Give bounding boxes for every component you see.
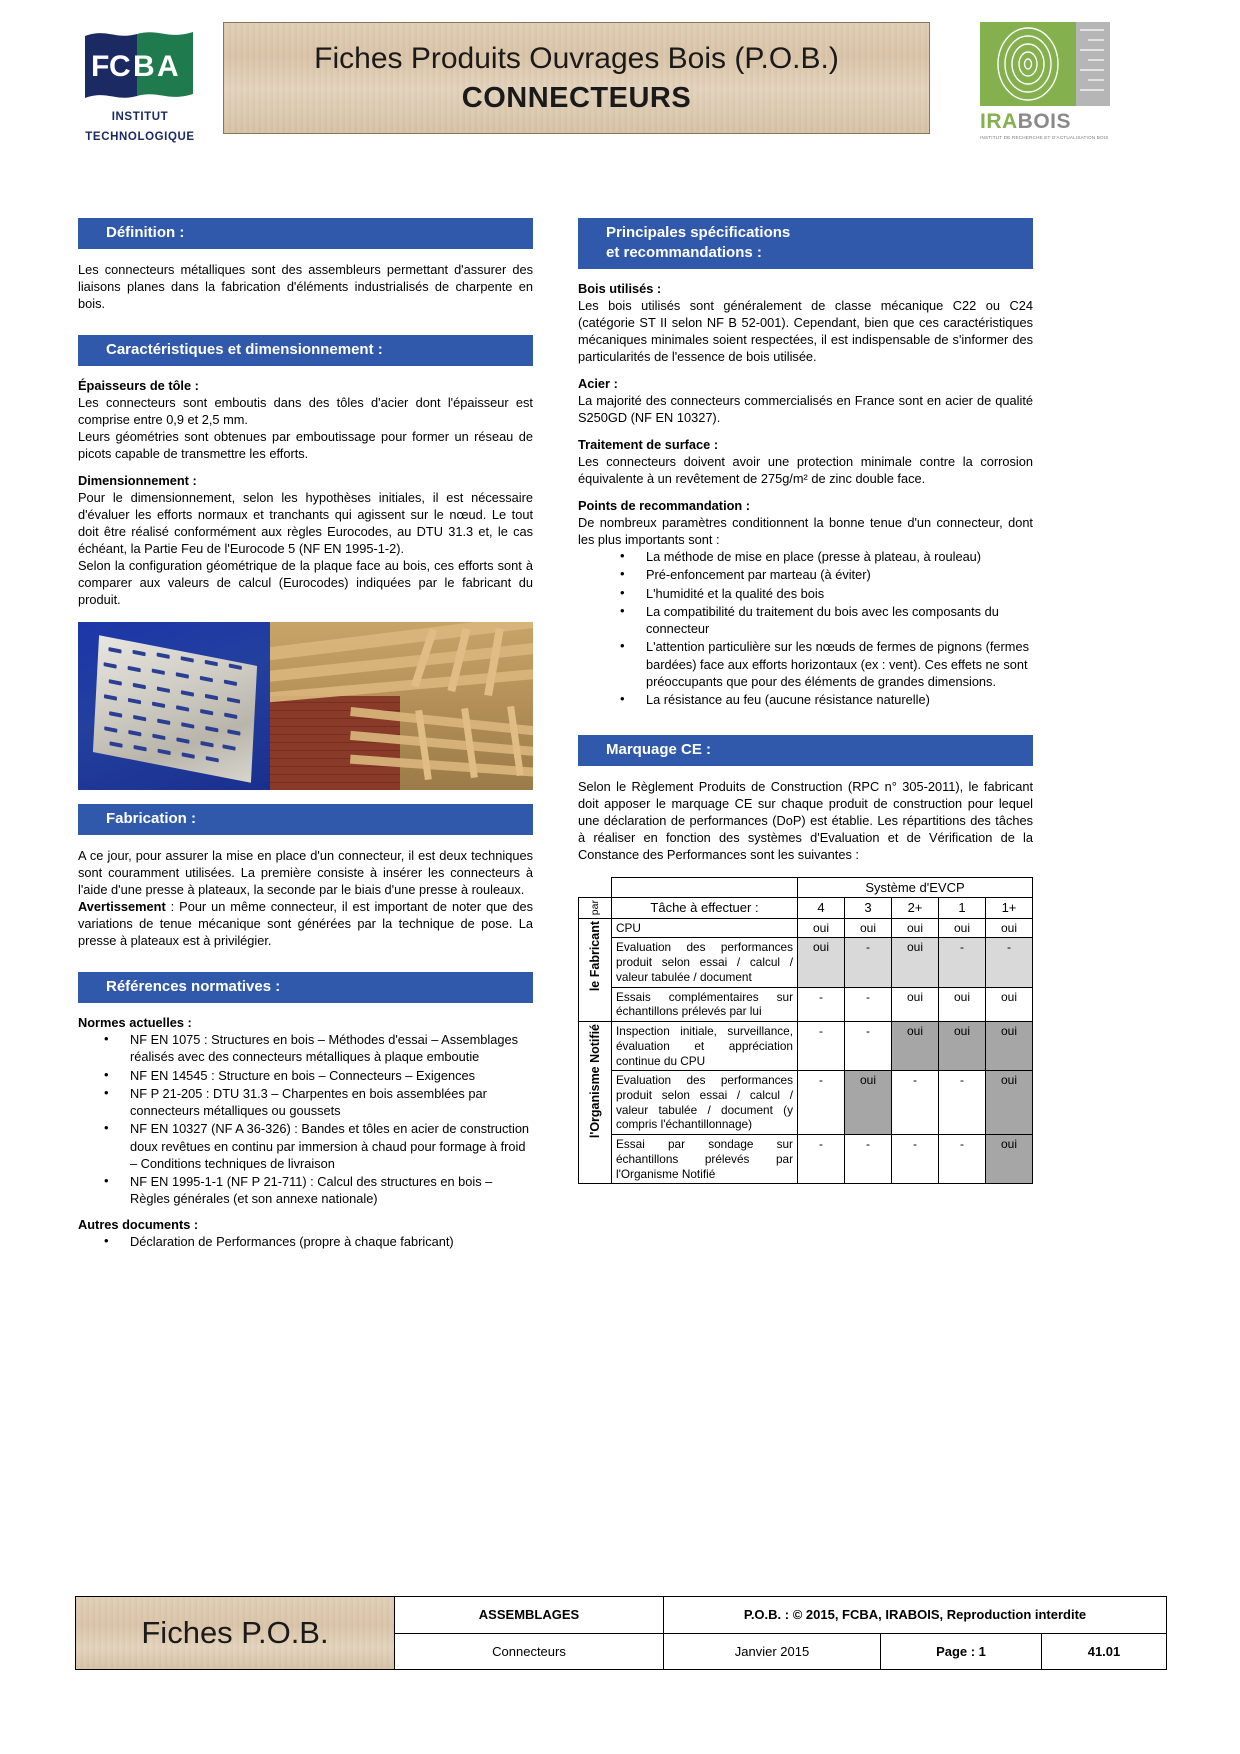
table-cell-value: - (798, 987, 845, 1021)
timber-roof-truss-photo (270, 622, 533, 790)
table-row (579, 938, 1033, 987)
fabrication-warning-text: : Pour un même connecteur, il est important de noter que des variations de tenue mécanique sont générées par la technique de pose. La presse à plateaux est à privilégier. (78, 899, 533, 949)
table-row (579, 878, 1033, 898)
spacer (78, 323, 533, 335)
footer-brand-text: Fiches P.O.B. (141, 1615, 329, 1650)
acier-text: La majorité des connecteurs commercialisés en France sont en acier de qualité S250GD (NF EN 10327). (578, 392, 1033, 425)
subheading-autres-documents: Autres documents : (78, 1216, 199, 1232)
table-row (579, 1022, 1033, 1071)
section-heading-references: Références normatives : (78, 972, 533, 1003)
subheading-normes-actuelles: Normes actuelles : (78, 1015, 192, 1031)
page-footer (75, 1596, 1167, 1670)
table-cell-value: oui (939, 987, 986, 1021)
subheading-epaisseurs: Épaisseurs de tôle : (78, 377, 199, 393)
spacer (78, 1209, 533, 1217)
footer-info (395, 1597, 1166, 1669)
dimensionnement-text-2: Selon la configuration géométrique de la plaque face au bois, ces efforts sont à comparer aux valeurs de calcul (Eurocodes) indiquées par le fabricant du produit. (78, 558, 533, 608)
table-cell-value: oui (986, 918, 1033, 938)
table-cell-value: - (892, 1071, 939, 1135)
left-column (78, 218, 533, 1251)
subheading-traitement-surface: Traitement de surface : (578, 436, 719, 452)
list-item: • La compatibilité du traitement du bois avec les composants du connecteur (578, 603, 1033, 638)
footer-copyright: P.O.B. : © 2015, FCBA, IRABOIS, Reproduction interdite (743, 1607, 1087, 1623)
specifications-heading-line2: et recommandations : (606, 243, 762, 261)
evcp-table (578, 877, 1033, 1184)
table-cell-value: - (845, 938, 892, 987)
section-heading-definition: Définition : (78, 218, 533, 249)
table-cell-value: - (798, 1022, 845, 1071)
irabois-name-part1: IRA (980, 110, 1018, 133)
table-cell-value: oui (798, 938, 845, 987)
table-cell-value: oui (892, 987, 939, 1021)
section-heading-fabrication: Fabrication : (78, 804, 533, 835)
table-cell-value: - (798, 1135, 845, 1184)
list-item: • NF EN 14545 : Structure en bois – Connecteurs – Exigences (78, 1067, 533, 1084)
page-header (75, 22, 1165, 144)
list-item: • L'attention particulière sur les nœuds de fermes de pignons (fermes bardées) face aux efforts horizontaux (ex : vent). Ces effets ne sont préoccupants que pour des éléments de grandes dimensions. (578, 638, 1033, 690)
marquage-ce-text: Selon le Règlement Produits de Construction (RPC n° 305-2011), le fabricant doit apposer le marquage CE sur chaque produit de construction pour lequel une déclaration de performances (DoP) est établie. Les répartitions des tâches à réaliser en fonction des systèmes d'Evaluation et de Vérification de la Constance des Performances sont les suivantes : (578, 779, 1033, 863)
table-cell-value: oui (892, 918, 939, 938)
list-item: • L'humidité et la qualité des bois (578, 585, 1033, 602)
list-item: • Pré-enfoncement par marteau (à éviter) (578, 566, 1033, 583)
epaisseurs-text-1: Les connecteurs sont emboutis dans des tôles d'acier dont l'épaisseur est comprise entre 0,9 et 2,5 mm. (78, 394, 533, 427)
fabrication-warning-label: Avertissement (78, 899, 166, 915)
fcba-caption-line2: TECHNOLOGIQUE (85, 130, 195, 143)
fcba-caption-line1: INSTITUT (111, 111, 169, 123)
table-cell-value: - (845, 1135, 892, 1184)
table-group-fabricant: le Fabricant (579, 918, 612, 1021)
irabois-logo-mark (980, 22, 1110, 106)
svg-text:B: B (133, 50, 155, 83)
table-cell-value: - (939, 1071, 986, 1135)
table-header-col-4: 4 (798, 898, 845, 918)
table-group-organisme: l'Organisme Notifié (579, 1022, 612, 1184)
table-header-par: par (579, 898, 612, 918)
footer-row-top (395, 1597, 1166, 1634)
section-heading-marquage-ce: Marquage CE : (578, 735, 1033, 766)
svg-text:C: C (109, 50, 131, 83)
table-cell-value: oui (892, 1022, 939, 1071)
title-banner (223, 22, 930, 134)
table-header-col-1: 1 (939, 898, 986, 918)
table-header-col-3: 3 (845, 898, 892, 918)
table-cell-task: CPU (612, 918, 798, 938)
epaisseurs-text-2: Leurs géométries sont obtenues par emboutissage pour former un réseau de picots capable de transmettre les efforts. (78, 428, 533, 461)
subheading-points-recommandation: Points de recommandation : (578, 498, 751, 513)
dimensionnement-text-1: Pour le dimensionnement, selon les hypothèses initiales, il est nécessaire d'évaluer les efforts normaux et tranchants qui agissent sur le nœud. Le tout doit être réalisé conformément aux règles Eurocodes, au DTU 31.3 et, le cas échéant, la Partie Feu de l'Eurocode 5 (NF EN 1995-1-2). (78, 489, 533, 557)
irabois-name-part2: BOIS (1017, 110, 1072, 133)
subheading-dimensionnement: Dimensionnement : (78, 472, 197, 488)
list-item: • NF EN 10327 (NF A 36-326) : Bandes et tôles en acier de construction doux revêtues en continu par immersion à chaud pour formage à froid – Conditions techniques de livraison (78, 1120, 533, 1172)
table-row (579, 1071, 1033, 1135)
autres-documents-list (78, 1233, 533, 1250)
footer-assemblages: ASSEMBLAGES (395, 1597, 664, 1633)
spacer (578, 709, 1033, 735)
fabrication-text-1: A ce jour, pour assurer la mise en place d'un connecteur, il est deux techniques sont couramment utilisées. La première consiste à insérer les connecteurs à l'aide d'une presse à plateaux, la seconde par le biais d'une presse à rouleaux. (78, 848, 533, 898)
table-cell-value: oui (939, 1022, 986, 1071)
fcba-logo (75, 30, 205, 148)
section-heading-caracteristiques: Caractéristiques et dimensionnement : (78, 335, 533, 366)
list-item: • La résistance au feu (aucune résistance naturelle) (578, 691, 1033, 708)
right-column (578, 218, 1033, 1184)
footer-page-number: Page : 1 (881, 1634, 1042, 1670)
fcba-logo-mark (81, 30, 199, 102)
table-cell-value: oui (986, 1022, 1033, 1071)
list-item: • NF P 21-205 : DTU 31.3 – Charpentes en bois assemblées par connecteurs métalliques ou goussets (78, 1085, 533, 1120)
table-cell-task: Essai par sondage sur échantillons prélevés par l'Organisme Notifié (612, 1135, 798, 1184)
table-row (579, 898, 1033, 918)
table-cell-value: oui (798, 918, 845, 938)
section-heading-specifications (578, 218, 1033, 269)
subheading-bois-utilises: Bois utilisés : (578, 280, 662, 296)
wood-rings-icon (980, 22, 1110, 106)
bois-utilises-text: Les bois utilisés sont généralement de classe mécanique C22 ou C24 (catégorie ST II selon NF B 52-001). Cependant, bien que ces caractéristiques mécaniques minimales soient respectées, il est indispensable de s'informer des particularités de l'essence de bois utilisée. (578, 297, 1033, 364)
table-row (579, 1135, 1033, 1184)
table-cell-value: oui (986, 987, 1033, 1021)
photo-pair (78, 622, 533, 790)
svg-text:F: F (91, 50, 110, 83)
irabois-logo (980, 22, 1110, 147)
table-cell-value: - (798, 1071, 845, 1135)
spacer (78, 960, 533, 972)
list-item: • NF EN 1995-1-1 (NF P 21-711) : Calcul des structures en bois – Règles générales (et son annexe nationale) (78, 1173, 533, 1208)
table-cell-value: oui (892, 938, 939, 987)
table-cell-value: - (939, 1135, 986, 1184)
spacer (78, 792, 533, 804)
table-cell-value: oui (986, 1135, 1033, 1184)
table-cell-value: - (845, 1022, 892, 1071)
footer-date: Janvier 2015 (664, 1634, 881, 1670)
document-subtitle: CONNECTEURS (461, 81, 692, 114)
table-cell-task: Evaluation des performances produit selon essai / calcul / valeur tabulée / document (y compris l'échantillonnage) (612, 1071, 798, 1135)
definition-text: Les connecteurs métalliques sont des assembleurs permettant d'assurer des liaisons planes dans la fabrication d'éléments industrialisés de charpente en bois. (78, 261, 533, 311)
footer-brand (76, 1597, 395, 1669)
footer-reference: 41.01 (1087, 1643, 1121, 1659)
table-cell-value: oui (939, 918, 986, 938)
table-cell-value: - (939, 938, 986, 987)
normes-list (78, 1031, 533, 1208)
connector-plate-shape (93, 635, 257, 783)
table-header-task: Tâche à effectuer : (612, 898, 798, 918)
table-cell-task: Evaluation des performances produit selon essai / calcul / valeur tabulée / document (612, 938, 798, 987)
fabrication-warning (78, 898, 533, 949)
table-cell-value: - (986, 938, 1033, 987)
list-item: • Déclaration de Performances (propre à chaque fabricant) (78, 1233, 533, 1250)
points-recommandation-intro: De nombreux paramètres conditionnent la bonne tenue d'un connecteur, dont les plus importants sont : (578, 515, 1033, 548)
fcba-caption (75, 108, 205, 147)
fcba-flag-icon (81, 30, 199, 102)
footer-row-bottom (395, 1634, 1166, 1670)
table-cell-value: oui (845, 918, 892, 938)
table-header-col-1plus: 1+ (986, 898, 1033, 918)
irabois-tagline: INSTITUT DE RECHERCHE ET D'ACTUALISATION BOIS (980, 135, 1109, 140)
connector-plate-photo (78, 622, 270, 790)
irabois-wordmark (980, 110, 1110, 134)
table-row (579, 918, 1033, 938)
table-row (579, 987, 1033, 1021)
table-header-system: Système d'EVCP (798, 878, 1033, 898)
table-cell-value: - (845, 987, 892, 1021)
table-cell-value: oui (845, 1071, 892, 1135)
table-cell-task: Essais complémentaires sur échantillons prélevés par lui (612, 987, 798, 1021)
footer-product: Connecteurs (395, 1634, 664, 1670)
table-cell-task: Inspection initiale, surveillance, évaluation et appréciation continue du CPU (612, 1022, 798, 1071)
traitement-surface-text: Les connecteurs doivent avoir une protection minimale contre la corrosion équivalente à un revêtement de 275g/m² de zinc double face. (578, 453, 1033, 486)
specifications-heading-line1: Principales spécifications (606, 224, 791, 241)
subheading-acier: Acier : (578, 375, 618, 391)
table-cell-value: oui (986, 1071, 1033, 1135)
document-title: Fiches Produits Ouvrages Bois (P.O.B.) (314, 41, 839, 75)
table-cell-value: - (892, 1135, 939, 1184)
table-header-col-2plus: 2+ (892, 898, 939, 918)
list-item: • NF EN 1075 : Structures en bois – Méthodes d'essai – Assemblages réalisés avec des connecteurs métalliques à plaque emboutie (78, 1031, 533, 1066)
svg-text:A: A (157, 50, 179, 83)
recommandation-list (578, 548, 1033, 708)
list-item: • La méthode de mise en place (presse à plateau, à rouleau) (578, 548, 1033, 565)
